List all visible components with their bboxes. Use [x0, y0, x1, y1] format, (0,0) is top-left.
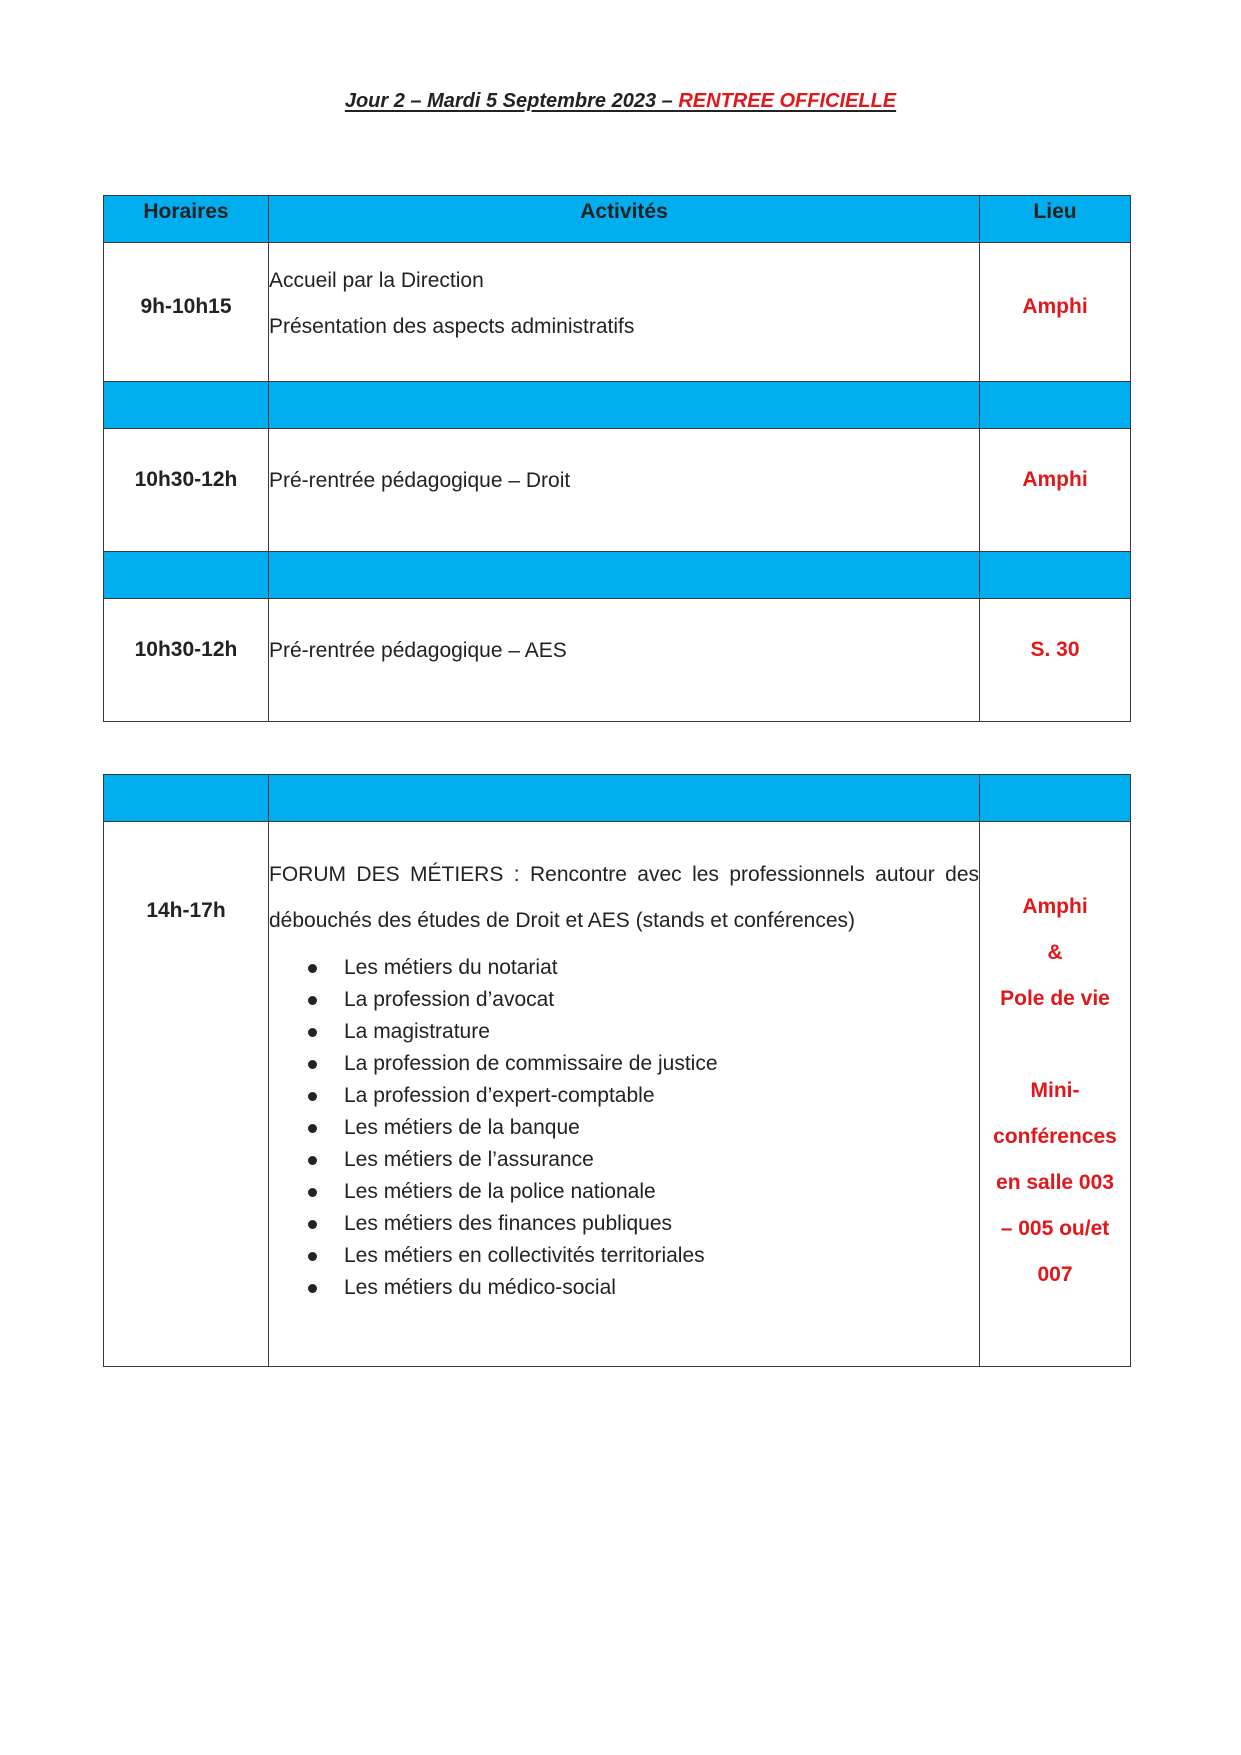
list-item: [269, 1144, 979, 1176]
location-line: en salle 003: [996, 1171, 1114, 1194]
row-activity: Pré-rentrée pédagogique – AES: [269, 599, 980, 722]
table-row: [104, 822, 1131, 1367]
separator-row: [104, 552, 1131, 599]
page-title-prefix: Jour 2 – Mardi 5 Septembre 2023 –: [344, 90, 679, 112]
bullet-icon: [308, 1284, 317, 1293]
separator-cell: [104, 775, 269, 822]
bullet-icon: [308, 1156, 317, 1165]
bullet-icon: [308, 1252, 317, 1261]
forum-career-list: [269, 952, 979, 1304]
page-title: [0, 90, 1241, 113]
morning-schedule-table: [103, 195, 1131, 722]
list-item-label: Les métiers de l’assurance: [344, 1148, 594, 1171]
list-item-label: Les métiers des finances publiques: [344, 1212, 673, 1235]
bullet-icon: [308, 1060, 317, 1069]
separator-cell: [980, 775, 1131, 822]
separator-cell: [104, 552, 269, 599]
list-item: [269, 1016, 979, 1048]
forum-intro: FORUM DES MÉTIERS : Rencontre avec les professionnels autour des débouchés des études de Droit et AES (stands et conférences): [269, 863, 979, 932]
table-row: [104, 429, 1131, 552]
location-line: Mini-: [1030, 1079, 1080, 1102]
row-location: Amphi: [980, 243, 1131, 382]
list-item-label: La magistrature: [344, 1020, 490, 1043]
row-time: 10h30-12h: [104, 599, 269, 722]
list-item: [269, 1080, 979, 1112]
location-line: &: [1047, 941, 1063, 964]
list-item-label: Les métiers de la banque: [344, 1116, 580, 1139]
row-activity: [269, 243, 980, 382]
list-item: [269, 1240, 979, 1272]
header-location: Lieu: [980, 196, 1131, 243]
header-activity: Activités: [269, 196, 980, 243]
bullet-icon: [308, 1188, 317, 1197]
list-item: [269, 984, 979, 1016]
row-time: 10h30-12h: [104, 429, 269, 552]
list-item: [269, 1112, 979, 1144]
bullet-icon: [308, 1092, 317, 1101]
list-item-label: Les métiers en collectivités territoriales: [344, 1244, 705, 1267]
row-time: 9h-10h15: [104, 243, 269, 382]
table-row: [104, 243, 1131, 382]
separator-row: [104, 775, 1131, 822]
header-time: Horaires: [104, 196, 269, 243]
bullet-icon: [308, 996, 317, 1005]
separator-row: [104, 382, 1131, 429]
location-line: 007: [1037, 1263, 1073, 1286]
forum-location: [980, 822, 1131, 1367]
afternoon-schedule-table: [103, 774, 1131, 1367]
bullet-icon: [308, 1220, 317, 1229]
row-location: S. 30: [980, 599, 1131, 722]
row-location: Amphi: [980, 429, 1131, 552]
location-line: Amphi: [1022, 895, 1088, 918]
location-line: Pole de vie: [1000, 987, 1110, 1010]
table-row: [104, 599, 1131, 722]
list-item: [269, 1208, 979, 1240]
list-item-label: Les métiers du médico-social: [344, 1276, 616, 1299]
separator-cell: [980, 382, 1131, 429]
list-item-label: Les métiers de la police nationale: [344, 1180, 656, 1203]
location-spacer: [980, 1022, 1130, 1068]
forum-time: 14h-17h: [104, 822, 269, 1367]
bullet-icon: [308, 1124, 317, 1133]
bullet-icon: [308, 964, 317, 973]
separator-cell: [269, 382, 980, 429]
list-item-label: La profession de commissaire de justice: [344, 1052, 718, 1075]
page-title-highlight: RENTREE OFFICIELLE: [678, 90, 897, 112]
separator-cell: [980, 552, 1131, 599]
list-item: [269, 1176, 979, 1208]
separator-cell: [269, 552, 980, 599]
separator-cell: [104, 382, 269, 429]
forum-activity: [269, 822, 980, 1367]
location-line: – 005 ou/et: [1000, 1217, 1110, 1240]
activity-line: Accueil par la Direction: [269, 269, 484, 292]
activity-line: Présentation des aspects administratifs: [269, 315, 635, 338]
bullet-icon: [308, 1028, 317, 1037]
row-activity: Pré-rentrée pédagogique – Droit: [269, 429, 980, 552]
separator-cell: [269, 775, 980, 822]
list-item: [269, 952, 979, 984]
list-item-label: La profession d’avocat: [344, 988, 555, 1011]
list-item-label: La profession d’expert-comptable: [344, 1084, 655, 1107]
list-item: [269, 1272, 979, 1304]
table-header-row: [104, 196, 1131, 243]
list-item-label: Les métiers du notariat: [344, 956, 558, 979]
location-line: conférences: [993, 1125, 1117, 1148]
list-item: [269, 1048, 979, 1080]
